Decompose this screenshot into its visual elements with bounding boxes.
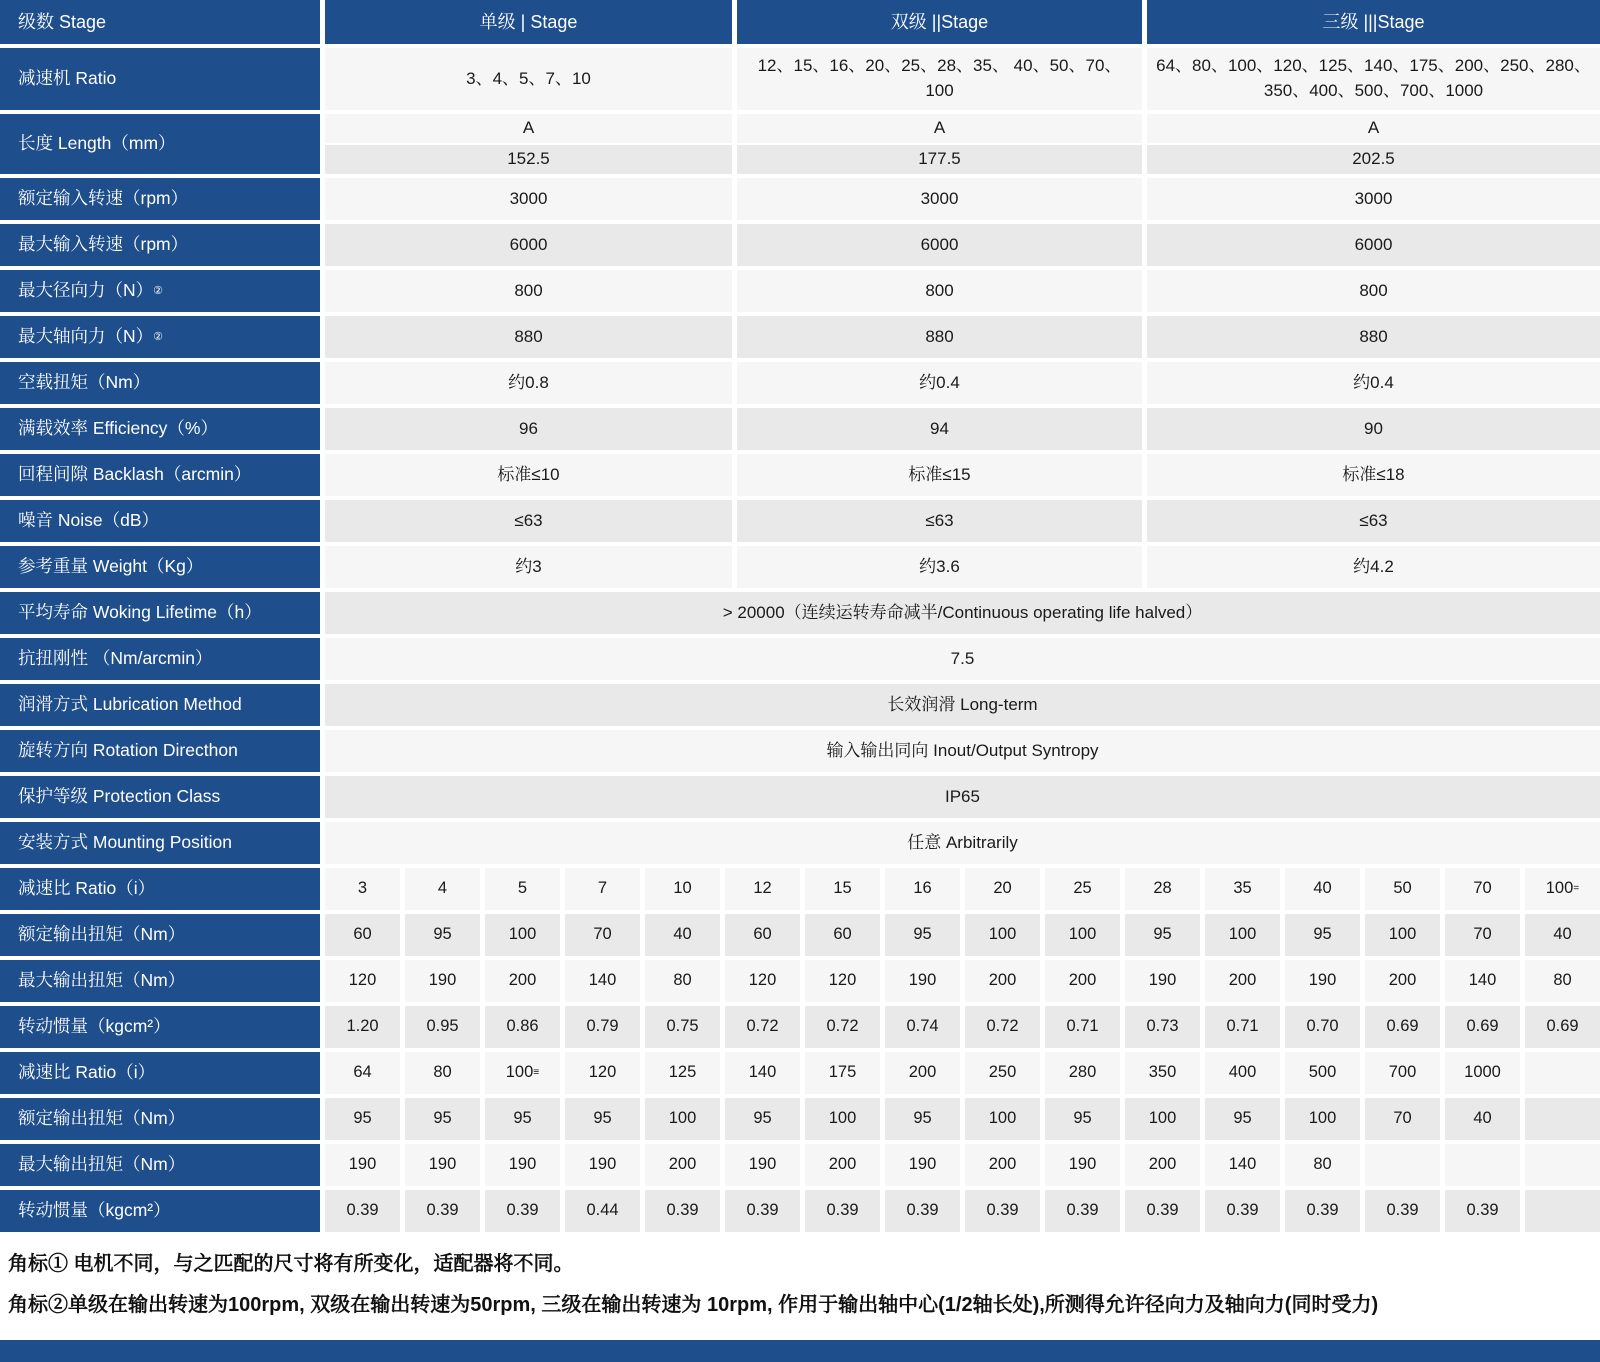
spec-row bbox=[0, 270, 1600, 312]
ratio-row bbox=[0, 960, 1600, 1002]
ratio-value-cell: 60 bbox=[805, 914, 880, 956]
spec-value-cell: 3、4、5、7、10 bbox=[325, 48, 732, 110]
ratio-value-cell: 0.39 bbox=[1365, 1190, 1440, 1232]
ratio-table bbox=[0, 868, 1600, 1232]
ratio-value-cell: 190 bbox=[485, 1144, 560, 1186]
ratio-value-cell: 120 bbox=[725, 960, 800, 1002]
spec-value-cell: 6000 bbox=[1147, 224, 1600, 266]
ratio-value-cell: 0.39 bbox=[1045, 1190, 1120, 1232]
ratio-value-cell: 0.73 bbox=[1125, 1006, 1200, 1048]
row-label: 最大输出扭矩（Nm） bbox=[0, 1144, 320, 1186]
ratio-value-cell: 70 bbox=[1445, 914, 1520, 956]
ratio-value-cell: 12 bbox=[725, 868, 800, 910]
spec-value-cell: 94 bbox=[737, 408, 1142, 450]
ratio-value-cell: 140 bbox=[565, 960, 640, 1002]
spec-value-cell: 约3.6 bbox=[737, 546, 1142, 588]
ratio-value-cell: 700 bbox=[1365, 1052, 1440, 1094]
ratio-value-cell: 0.69 bbox=[1365, 1006, 1440, 1048]
row-label: 最大径向力（N） ② bbox=[0, 270, 320, 312]
split-subrow bbox=[325, 145, 1600, 174]
row-label: 减速比 Ratio（i） bbox=[0, 1052, 320, 1094]
header-stage-label: 级数 Stage bbox=[0, 0, 320, 44]
row-label: 满载效率 Efficiency（%） bbox=[0, 408, 320, 450]
row-label: 安装方式 Mounting Position bbox=[0, 822, 320, 864]
spec-value-cell: 880 bbox=[1147, 316, 1600, 358]
ratio-value-cell: 70 bbox=[565, 914, 640, 956]
row-label: 抗扭刚性 （Nm/arcmin） bbox=[0, 638, 320, 680]
spec-value-cell: 96 bbox=[325, 408, 732, 450]
spec-value-cell: 3000 bbox=[325, 178, 732, 220]
spec-value-cell: 输入输出同向 Inout/Output Syntropy bbox=[325, 730, 1600, 772]
ratio-row bbox=[0, 1144, 1600, 1186]
spec-value-cell: A bbox=[1147, 114, 1600, 143]
ratio-value-cell: 280 bbox=[1045, 1052, 1120, 1094]
ratio-value-cell: 60 bbox=[325, 914, 400, 956]
spec-value-cell: 880 bbox=[737, 316, 1142, 358]
ratio-value-cell: 60 bbox=[725, 914, 800, 956]
spec-value-cell: 约0.4 bbox=[1147, 362, 1600, 404]
ratio-value-cell bbox=[1445, 1144, 1520, 1186]
ratio-value-cell: 0.39 bbox=[485, 1190, 560, 1232]
ratio-value-cell: 190 bbox=[405, 1144, 480, 1186]
ratio-value-cell: 0.39 bbox=[1285, 1190, 1360, 1232]
row-label: 空载扭矩（Nm） bbox=[0, 362, 320, 404]
ratio-value-cell: 100 bbox=[1285, 1098, 1360, 1140]
ratio-value-cell: 100 bbox=[1365, 914, 1440, 956]
ratio-value-cell: 400 bbox=[1205, 1052, 1280, 1094]
spec-value-cell: A bbox=[737, 114, 1142, 143]
row-label: 额定输出扭矩（Nm） bbox=[0, 1098, 320, 1140]
spec-row bbox=[0, 114, 1600, 174]
ratio-value-cell: 190 bbox=[885, 1144, 960, 1186]
spec-value-cell: 800 bbox=[1147, 270, 1600, 312]
ratio-value-cell: 40 bbox=[1525, 914, 1600, 956]
spec-value-cell: 152.5 bbox=[325, 145, 732, 174]
ratio-value-cell: 500 bbox=[1285, 1052, 1360, 1094]
spec-row bbox=[0, 822, 1600, 864]
ratio-value-cell: 0.44 bbox=[565, 1190, 640, 1232]
ratio-value-cell: 0.70 bbox=[1285, 1006, 1360, 1048]
footnote-1: 角标① 电机不同，与之匹配的尺寸将有所变化，适配器将不同。 bbox=[8, 1253, 574, 1275]
ratio-value-cell: 100 bbox=[645, 1098, 720, 1140]
ratio-value-cell: 95 bbox=[1125, 914, 1200, 956]
ratio-value-cell: 0.39 bbox=[1445, 1190, 1520, 1232]
ratio-value-cell bbox=[1365, 1144, 1440, 1186]
spec-value-cell: 约3 bbox=[325, 546, 732, 588]
row-label: 平均寿命 Woking Lifetime（h） bbox=[0, 592, 320, 634]
ratio-value-cell: 0.72 bbox=[965, 1006, 1040, 1048]
ratio-value-cell: 200 bbox=[1205, 960, 1280, 1002]
ratio-value-cell: 16 bbox=[885, 868, 960, 910]
row-label: 最大输出扭矩（Nm） bbox=[0, 960, 320, 1002]
spec-value-cell: 6000 bbox=[737, 224, 1142, 266]
spec-value-cell: 约4.2 bbox=[1147, 546, 1600, 588]
spec-row bbox=[0, 546, 1600, 588]
spec-row bbox=[0, 48, 1600, 110]
spec-value-cell: 标准≤18 bbox=[1147, 454, 1600, 496]
ratio-value-cell: 95 bbox=[565, 1098, 640, 1140]
ratio-value-cell: 1000 bbox=[1445, 1052, 1520, 1094]
spec-row bbox=[0, 178, 1600, 220]
ratio-value-cell: 0.39 bbox=[325, 1190, 400, 1232]
spec-row bbox=[0, 638, 1600, 680]
ratio-value-cell: 70 bbox=[1445, 868, 1520, 910]
ratio-value-cell: 0.39 bbox=[405, 1190, 480, 1232]
ratio-value-cell: 10 bbox=[645, 868, 720, 910]
ratio-value-cell: 28 bbox=[1125, 868, 1200, 910]
ratio-value-cell: 95 bbox=[885, 1098, 960, 1140]
ratio-value-cell: 190 bbox=[1285, 960, 1360, 1002]
ratio-value-cell: 4 bbox=[405, 868, 480, 910]
ratio-value-cell: 190 bbox=[1125, 960, 1200, 1002]
ratio-value-cell: 200 bbox=[645, 1144, 720, 1186]
ratio-value-cell: 190 bbox=[1045, 1144, 1120, 1186]
ratio-value-cell: 95 bbox=[725, 1098, 800, 1140]
row-label: 减速比 Ratio（i） bbox=[0, 868, 320, 910]
ratio-value-cell: 95 bbox=[1205, 1098, 1280, 1140]
spec-row bbox=[0, 454, 1600, 496]
spec-row bbox=[0, 316, 1600, 358]
ratio-value-cell bbox=[1525, 1190, 1600, 1232]
ratio-value-cell: 0.39 bbox=[1205, 1190, 1280, 1232]
row-label: 保护等级 Protection Class bbox=[0, 776, 320, 818]
row-label: 转动惯量（kgcm²） bbox=[0, 1190, 320, 1232]
ratio-value-cell: 190 bbox=[405, 960, 480, 1002]
ratio-value-cell: 0.69 bbox=[1445, 1006, 1520, 1048]
ratio-value-cell: 80 bbox=[645, 960, 720, 1002]
ratio-value-cell: 100 bbox=[1205, 914, 1280, 956]
ratio-value-cell: 0.71 bbox=[1205, 1006, 1280, 1048]
ratio-value-cell: 95 bbox=[405, 1098, 480, 1140]
spec-value-cell: 800 bbox=[737, 270, 1142, 312]
row-label: 最大轴向力（N） ② bbox=[0, 316, 320, 358]
ratio-value-cell: 0.69 bbox=[1525, 1006, 1600, 1048]
footnote-2: 角标②单级在输出转速为100rpm, 双级在输出转速为50rpm, 三级在输出转速为 10rpm, 作用于输出轴中心(1/2轴长处),所测得允许径向力及轴向力(同时受力) bbox=[8, 1294, 1379, 1316]
spec-value-cell: 64、80、100、120、125、140、175、200、250、280、350、400、500、700、1000 bbox=[1147, 48, 1600, 110]
ratio-value-cell: 120 bbox=[805, 960, 880, 1002]
spec-value-cell: 6000 bbox=[325, 224, 732, 266]
spec-row bbox=[0, 408, 1600, 450]
spec-row bbox=[0, 592, 1600, 634]
ratio-value-cell: 15 bbox=[805, 868, 880, 910]
row-label: 额定输出扭矩（Nm） bbox=[0, 914, 320, 956]
ratio-value-cell: 1.20 bbox=[325, 1006, 400, 1048]
ratio-row bbox=[0, 1190, 1600, 1232]
ratio-value-cell: 0.39 bbox=[725, 1190, 800, 1232]
spec-value-cell: 7.5 bbox=[325, 638, 1600, 680]
ratio-value-cell: 100 ≡ bbox=[485, 1052, 560, 1094]
ratio-value-cell: 0.39 bbox=[805, 1190, 880, 1232]
ratio-value-cell: 0.72 bbox=[725, 1006, 800, 1048]
spec-value-cell: 3000 bbox=[737, 178, 1142, 220]
row-label: 长度 Length（mm） bbox=[0, 114, 320, 174]
ratio-row bbox=[0, 1006, 1600, 1048]
spec-row bbox=[0, 684, 1600, 726]
ratio-value-cell: 200 bbox=[965, 1144, 1040, 1186]
ratio-row bbox=[0, 868, 1600, 910]
spec-value-cell: 12、15、16、20、25、28、35、 40、50、70、100 bbox=[737, 48, 1142, 110]
spec-value-cell: ≤63 bbox=[737, 500, 1142, 542]
spec-value-cell: 90 bbox=[1147, 408, 1600, 450]
ratio-value-cell: 100 bbox=[485, 914, 560, 956]
ratio-value-cell: 35 bbox=[1205, 868, 1280, 910]
ratio-value-cell bbox=[1525, 1144, 1600, 1186]
ratio-value-cell: 200 bbox=[1125, 1144, 1200, 1186]
spec-value-cell: 任意 Arbitrarily bbox=[325, 822, 1600, 864]
row-label: 回程间隙 Backlash（arcmin） bbox=[0, 454, 320, 496]
ratio-value-cell: 80 bbox=[1285, 1144, 1360, 1186]
header-col-single-stage: 单级 | Stage bbox=[325, 0, 732, 44]
spec-row bbox=[0, 730, 1600, 772]
ratio-value-cell: 140 bbox=[1205, 1144, 1280, 1186]
ratio-row bbox=[0, 1098, 1600, 1140]
ratio-value-cell: 100 bbox=[965, 914, 1040, 956]
ratio-value-cell: 40 bbox=[645, 914, 720, 956]
row-label: 转动惯量（kgcm²） bbox=[0, 1006, 320, 1048]
ratio-value-cell: 0.39 bbox=[885, 1190, 960, 1232]
ratio-value-cell: 0.86 bbox=[485, 1006, 560, 1048]
ratio-value-cell: 0.95 bbox=[405, 1006, 480, 1048]
ratio-value-cell: 175 bbox=[805, 1052, 880, 1094]
split-subrow bbox=[325, 114, 1600, 143]
split-value-group bbox=[325, 114, 1600, 174]
ratio-value-cell: 125 bbox=[645, 1052, 720, 1094]
ratio-value-cell bbox=[1525, 1052, 1600, 1094]
spec-value-cell: 约0.4 bbox=[737, 362, 1142, 404]
ratio-row bbox=[0, 1052, 1600, 1094]
ratio-row bbox=[0, 914, 1600, 956]
ratio-value-cell: 0.79 bbox=[565, 1006, 640, 1048]
spec-row bbox=[0, 224, 1600, 266]
ratio-value-cell: 120 bbox=[325, 960, 400, 1002]
ratio-value-cell: 120 bbox=[565, 1052, 640, 1094]
spec-value-cell: 202.5 bbox=[1147, 145, 1600, 174]
ratio-value-cell: 95 bbox=[405, 914, 480, 956]
ratio-value-cell: 80 bbox=[405, 1052, 480, 1094]
ratio-value-cell: 190 bbox=[885, 960, 960, 1002]
spec-value-cell: 177.5 bbox=[737, 145, 1142, 174]
ratio-value-cell: 350 bbox=[1125, 1052, 1200, 1094]
ratio-value-cell: 100 bbox=[965, 1098, 1040, 1140]
ratio-value-cell: 190 bbox=[725, 1144, 800, 1186]
ratio-value-cell: 0.75 bbox=[645, 1006, 720, 1048]
row-label: 噪音 Noise（dB） bbox=[0, 500, 320, 542]
ratio-value-cell: 0.39 bbox=[965, 1190, 1040, 1232]
spec-value-cell: 标准≤10 bbox=[325, 454, 732, 496]
ratio-value-cell: 40 bbox=[1285, 868, 1360, 910]
ratio-value-cell: 190 bbox=[565, 1144, 640, 1186]
row-label: 减速机 Ratio bbox=[0, 48, 320, 110]
spec-value-cell: ≤63 bbox=[325, 500, 732, 542]
ratio-value-cell: 95 bbox=[325, 1098, 400, 1140]
ratio-value-cell: 0.39 bbox=[1125, 1190, 1200, 1232]
spec-value-cell: 800 bbox=[325, 270, 732, 312]
ratio-value-cell: 80 bbox=[1525, 960, 1600, 1002]
ratio-value-cell: 100 = bbox=[1525, 868, 1600, 910]
ratio-value-cell: 200 bbox=[805, 1144, 880, 1186]
header-row bbox=[0, 0, 1600, 44]
spec-row bbox=[0, 776, 1600, 818]
ratio-value-cell: 5 bbox=[485, 868, 560, 910]
ratio-value-cell bbox=[1525, 1098, 1600, 1140]
spec-value-cell: IP65 bbox=[325, 776, 1600, 818]
ratio-value-cell: 20 bbox=[965, 868, 1040, 910]
ratio-value-cell: 0.39 bbox=[645, 1190, 720, 1232]
row-label: 旋转方向 Rotation Directhon bbox=[0, 730, 320, 772]
ratio-value-cell: 100 bbox=[1125, 1098, 1200, 1140]
ratio-value-cell: 200 bbox=[1045, 960, 1120, 1002]
ratio-value-cell: 70 bbox=[1365, 1098, 1440, 1140]
header-col-triple-stage: 三级 |||Stage bbox=[1147, 0, 1600, 44]
ratio-value-cell: 250 bbox=[965, 1052, 1040, 1094]
footnotes bbox=[0, 1236, 1600, 1340]
ratio-value-cell: 95 bbox=[1045, 1098, 1120, 1140]
ratio-value-cell: 200 bbox=[885, 1052, 960, 1094]
ratio-value-cell: 0.72 bbox=[805, 1006, 880, 1048]
ratio-value-cell: 100 bbox=[805, 1098, 880, 1140]
ratio-value-cell: 0.71 bbox=[1045, 1006, 1120, 1048]
ratio-value-cell: 40 bbox=[1445, 1098, 1520, 1140]
bottom-bar bbox=[0, 1340, 1600, 1362]
ratio-value-cell: 200 bbox=[1365, 960, 1440, 1002]
ratio-value-cell: 7 bbox=[565, 868, 640, 910]
row-label: 润滑方式 Lubrication Method bbox=[0, 684, 320, 726]
header-col-double-stage: 双级 ||Stage bbox=[737, 0, 1142, 44]
ratio-value-cell: 200 bbox=[485, 960, 560, 1002]
ratio-value-cell: 95 bbox=[885, 914, 960, 956]
ratio-value-cell: 95 bbox=[1285, 914, 1360, 956]
ratio-value-cell: 100 bbox=[1045, 914, 1120, 956]
row-label: 参考重量 Weight（Kg） bbox=[0, 546, 320, 588]
ratio-value-cell: 140 bbox=[725, 1052, 800, 1094]
row-label: 额定输入转速（rpm） bbox=[0, 178, 320, 220]
ratio-value-cell: 140 bbox=[1445, 960, 1520, 1002]
ratio-value-cell: 190 bbox=[325, 1144, 400, 1186]
ratio-value-cell: 0.74 bbox=[885, 1006, 960, 1048]
spec-value-cell: 3000 bbox=[1147, 178, 1600, 220]
ratio-value-cell: 95 bbox=[485, 1098, 560, 1140]
row-label: 最大输入转速（rpm） bbox=[0, 224, 320, 266]
spec-value-cell: > 20000（连续运转寿命减半/Continuous operating life halved） bbox=[325, 592, 1600, 634]
spec-value-cell: 约0.8 bbox=[325, 362, 732, 404]
ratio-value-cell: 25 bbox=[1045, 868, 1120, 910]
ratio-value-cell: 64 bbox=[325, 1052, 400, 1094]
ratio-value-cell: 200 bbox=[965, 960, 1040, 1002]
ratio-value-cell: 3 bbox=[325, 868, 400, 910]
spec-value-cell: A bbox=[325, 114, 732, 143]
spec-row bbox=[0, 500, 1600, 542]
ratio-value-cell: 50 bbox=[1365, 868, 1440, 910]
spec-value-cell: 标准≤15 bbox=[737, 454, 1142, 496]
spec-value-cell: 长效润滑 Long-term bbox=[325, 684, 1600, 726]
spec-value-cell: ≤63 bbox=[1147, 500, 1600, 542]
spec-value-cell: 880 bbox=[325, 316, 732, 358]
spec-row bbox=[0, 362, 1600, 404]
